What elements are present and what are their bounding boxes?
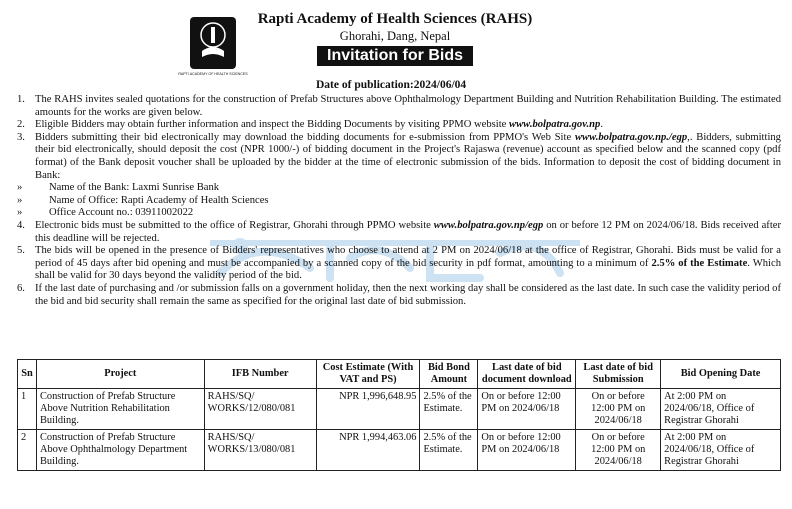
- table-cell: On or before 12:00 PM on 2024/06/18: [478, 430, 576, 471]
- bid-security-amount: 2.5% of the Estimate: [651, 257, 748, 269]
- bullet: »: [17, 194, 23, 206]
- col-header: Project: [36, 360, 204, 389]
- clause-number: 4.: [17, 219, 25, 231]
- table-cell: RAHS/SQ/ WORKS/13/080/081: [204, 430, 316, 471]
- logo-caption: RAPTI ACADEMY OF HEALTH SCIENCES: [178, 72, 248, 76]
- clause-text: The bids will be opened in the presence of Bidders' representatives who choose to attend at 2 PM on 2024/06/18 at the office of Registrar, Ghorahi. Bids must be valid for a period of 45 days after bid opening and must be accompanied by a scanned copy of the bid security in pdf format, amounting to a minimum of: [35, 245, 781, 269]
- clause-4: [17, 220, 781, 245]
- clause-number: 6.: [17, 282, 25, 294]
- bullet: »: [17, 182, 23, 194]
- clause-text: Eligible Bidders may obtain further information and inspect the Bidding Documents by visiting PPMO website: [35, 119, 510, 131]
- clause-text: ,. Bidders, submitting their bid electronically, should deposit the cost (NPR 1000/-) of bidding document in the Project's Rajaswa (revenue) account as specified below and the scanned copy (pdf format) of the Bank deposit voucher shall be uploaded by the bidder at the time of electronic submission of the bids. Information to deposit the cost of bidding document in Bank:: [35, 131, 781, 181]
- table-cell: RAHS/SQ/ WORKS/12/080/081: [204, 389, 316, 430]
- col-header: IFB Number: [204, 360, 316, 389]
- clause-text: . Which shall be valid for 30 days beyond the validity period of the bid.: [35, 257, 782, 282]
- table-cell: NPR 1,996,648.95: [316, 389, 420, 430]
- account-number-text: Office Account no.: 03911002022: [49, 207, 194, 219]
- clause-text: Electronic bids must be submitted to the office of Registrar, Ghorahi through PPMO website: [35, 219, 434, 231]
- clause-number: 2.: [17, 119, 25, 131]
- table-cell: 2: [18, 430, 37, 471]
- table-cell: At 2:00 PM on 2024/06/18, Office of Registrar Ghorahi: [661, 389, 781, 430]
- bank-name-text: Name of the Bank: Laxmi Sunrise Bank: [49, 182, 220, 194]
- table-cell: 2.5% of the Estimate.: [420, 389, 478, 430]
- account-number: [17, 207, 781, 220]
- clause-number: 5.: [17, 245, 25, 257]
- org-name: Rapti Academy of Health Sciences (RAHS): [257, 11, 533, 27]
- org-address: Ghorahi, Dang, Nepal: [339, 29, 451, 43]
- clause-text: The RAHS invites sealed quotations for the construction of Prefab Structures above Ophthalmology Department Building and Nutrition Rehabilitation Building. The estimated amounts for the works are given below.: [35, 94, 781, 118]
- office-name-text: Name of Office: Rapti Academy of Health Sciences: [49, 194, 269, 206]
- table-cell: NPR 1,994,463.06: [316, 430, 420, 471]
- notice-body: [17, 94, 781, 308]
- col-header: Cost Estimate (With VAT and PS): [316, 360, 420, 389]
- ppmo-link[interactable]: www.bolpatra.gov.np: [509, 119, 601, 131]
- bullet: »: [17, 207, 23, 219]
- table-cell: At 2:00 PM on 2024/06/18, Office of Registrar Ghorahi: [661, 430, 781, 471]
- col-header: Bid Opening Date: [661, 360, 781, 389]
- table-row: [18, 389, 781, 430]
- table-cell: On or before 12:00 PM on 2024/06/18: [478, 389, 576, 430]
- clause-1: [17, 94, 781, 119]
- clause-number: 1.: [17, 94, 25, 105]
- table-cell: Construction of Prefab Structure Above Ophthalmology Department Building.: [36, 430, 204, 471]
- bids-table: [17, 359, 781, 471]
- table-cell: On or before 12:00 PM on 2024/06/18: [576, 430, 661, 471]
- clause-text: on or before 12 PM on 2024/06/18. Bids received after this deadline will be rejected.: [35, 219, 781, 244]
- table-header-row: [18, 360, 781, 389]
- col-header: Last date of bid Submission: [576, 360, 661, 389]
- clause-text: If the last date of purchasing and /or submission falls on a government holiday, then the next working day shall be considered as the last date. In such case the validity period of the bid and bid security shall remain the same as specified for the original last date of bid submission.: [35, 282, 781, 307]
- rahs-logo: [178, 13, 248, 77]
- notice-title: Invitation for Bids: [317, 46, 473, 66]
- bank-name: [17, 182, 781, 195]
- col-header: Last date of bid document download: [478, 360, 576, 389]
- table-cell: Construction of Prefab Structure Above Nutrition Rehabilitation Building.: [36, 389, 204, 430]
- clause-3: [17, 132, 781, 182]
- col-header: Bid Bond Amount: [420, 360, 478, 389]
- clause-2: [17, 119, 781, 132]
- clause-5: [17, 245, 781, 283]
- clause-6: [17, 283, 781, 308]
- notice-header: [250, 10, 540, 66]
- table-cell: 1: [18, 389, 37, 430]
- office-name: [17, 195, 781, 208]
- clause-text: Bidders submitting their bid electronically may download the bidding documents for e-submission from PPMO's Web Site: [35, 131, 575, 143]
- table-cell: On or before 12:00 PM on 2024/06/18: [576, 389, 661, 430]
- table-cell: 2.5% of the Estimate.: [420, 430, 478, 471]
- col-header: Sn: [18, 360, 37, 389]
- egp-submit-link[interactable]: www.bolpatra.gov.np/egp: [433, 219, 544, 231]
- publication-date: Date of publication:2024/06/04: [316, 79, 467, 91]
- clause-number: 3.: [17, 131, 25, 143]
- clause-text: .: [600, 119, 604, 131]
- table-row: [18, 430, 781, 471]
- egp-link[interactable]: www.bolpatra.gov.np./egp: [574, 131, 688, 143]
